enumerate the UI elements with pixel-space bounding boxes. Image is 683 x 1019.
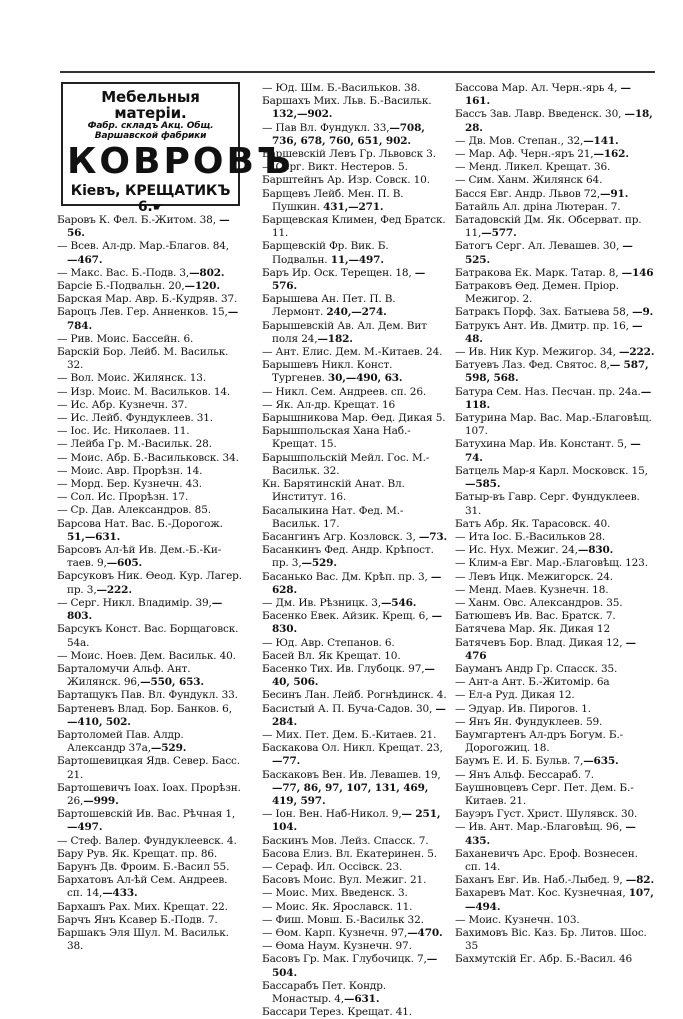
directory-entry: Барщевъ Лейб. Мен. П. В. Пушкин. 431,—271. xyxy=(262,187,404,213)
directory-entry: Бауэръ Густ. Христ. Шулявск. 30. xyxy=(455,808,638,821)
column-1 xyxy=(57,82,294,953)
directory-entry: Барсова Нат. Вас. Б.-Дорогож. 51,—631. xyxy=(57,517,223,543)
directory-entry: — Клим-а Евг. Мар.-Благовѣщ. 123. xyxy=(455,557,648,570)
directory-entry: Барышева Ан. Пет. П. В. Лермонт. 240,—274. xyxy=(262,293,396,319)
directory-entry: — Ив. Ант. Мар.-Благовѣщ. 96, —435. xyxy=(455,821,636,847)
directory-entry: — Ханм. Овс. Александров. 35. xyxy=(455,596,623,609)
directory-entry: — Сол. Ис. Прорѣзн. 17. xyxy=(57,491,189,504)
directory-entry: Барсукъ Конст. Вас. Борщаговск. 54а. xyxy=(57,623,239,649)
advert-line-1: Мебельныя матеріи. xyxy=(101,88,200,122)
directory-entry: Баскаковъ Вен. Ив. Левашев. 19, —77, 86, 97, 107, 131, 469, 419, 597. xyxy=(262,768,441,807)
directory-entry: Барышевъ Никл. Конст. Тургенев. 30,—490, 63. xyxy=(262,359,403,385)
directory-entry: Барышникова Мар. Ѳед. Дикая 5. xyxy=(262,412,446,425)
directory-entry: Басей Вл. Як Крещат. 10. xyxy=(262,649,401,662)
advert-line-2: Фабр. складъ Акц. Общ. xyxy=(87,121,214,131)
directory-entry: — Мар. Аф. Черн.-яръ 21,—162. xyxy=(455,148,629,161)
directory-entry: Барышпольскій Мейл. Гос. М.-Васильк. 32. xyxy=(262,451,430,477)
advert-company-name: КОВРОВЪ xyxy=(67,141,294,182)
directory-entry: Бархашъ Рах. Мих. Крещат. 22. xyxy=(57,900,228,913)
directory-entry: — Рив. Моис. Бассейн. 6. xyxy=(57,332,194,345)
entries-list xyxy=(262,82,447,1019)
directory-entry: — Менд. Ликел. Крещат. 36. xyxy=(455,161,611,174)
directory-entry: — Левъ Ицк. Межигорск. 24. xyxy=(455,570,613,583)
directory-entry: Барунъ Дв. Фроим. Б.-Васил 55. xyxy=(57,860,230,873)
directory-entry: Барышпольская Хана Наб.-Крещат. 15. xyxy=(262,425,411,451)
directory-entry: Барштейнъ Ар. Изр. Совск. 10. xyxy=(262,174,430,187)
directory-entry: Батячева Мар. Як. Дикая 12 xyxy=(455,623,610,636)
directory-entry: Бартащукъ Пав. Вл. Фундукл. 33. xyxy=(57,689,238,702)
directory-entry: — Ср. Дав. Александров. 85. xyxy=(57,504,211,517)
directory-entry: Басанкинъ Фед. Андр. Крѣпост. пр. 3,—529. xyxy=(262,544,434,570)
directory-entry: — Дв. Мов. Степан., 32,—141. xyxy=(455,134,619,147)
directory-entry: — Моис. Абр. Б.-Васильковск. 34. xyxy=(57,451,239,464)
directory-entry: Бартошевицкая Ядв. Север. Басс. 21. xyxy=(57,755,240,781)
directory-entry: — Моис. Мих. Введенск. 3. xyxy=(262,887,408,900)
directory-entry: — Сераф. Ил. Оссівск. 23. xyxy=(262,860,403,873)
directory-entry: — Стеф. Валер. Фундуклеевск. 4. xyxy=(57,834,237,847)
directory-entry: Батура Сем. Наз. Песчан. пр. 24а.—118. xyxy=(455,385,652,411)
directory-entry: Барсовъ Ал-ѣй Ив. Дем.-Б.-Ки-таев. 9,—605. xyxy=(57,544,222,570)
directory-entry: Батуевъ Лаз. Фед. Святос. 8,— 587, 598, 568. xyxy=(455,359,649,385)
directory-entry: Бесинъ Лан. Лейб. Рогнѣдинск. 4. xyxy=(262,689,447,702)
directory-entry: Барталомучи Альф. Ант. Жилянск. 96,—550, 653. xyxy=(57,662,204,689)
directory-entry: — Ис. Нух. Межиг. 24,—830. xyxy=(455,544,614,557)
directory-entry: — Ант-а Ант. Б.-Житомір. 6а xyxy=(455,676,610,689)
directory-entry: Барышевскій Ав. Ал. Дем. Вит поля 24,—182. xyxy=(262,319,427,345)
directory-entry: Басенко Евек. Айзик. Крещ. 6, —830. xyxy=(262,610,442,636)
directory-entry: Баршахъ Мих. Льв. Б.-Васильк. 132,—902. xyxy=(262,95,432,121)
directory-entry: — Янъ Альф. Бессараб. 7. xyxy=(455,768,594,781)
directory-entry: — Эдуар. Ив. Пирогов. 1. xyxy=(455,702,591,715)
directory-entry: Барчъ Янъ Ксавер Б.-Подв. 7. xyxy=(57,913,218,926)
directory-entry: — Пав Вл. Фундукл. 33,—708, 736, 678, 760, 651, 902. xyxy=(262,121,425,147)
directory-entry: — Вол. Моис. Жилянск. 13. xyxy=(57,372,207,385)
directory-entry: — Янъ Ян. Фундуклеев. 59. xyxy=(455,715,603,728)
directory-entry: Батайль Ал. дріна Лютеран. 7. xyxy=(455,200,621,213)
directory-entry: — Лейба Гр. М.-Васильк. 28. xyxy=(57,438,212,451)
entries-list xyxy=(455,82,655,967)
directory-entry: — Як. Ал-др. Крещат. 16 xyxy=(262,398,396,411)
directory-entry: Бартошевскій Ив. Вас. Рѣчная 1,—497. xyxy=(57,808,236,834)
directory-entry: Батурина Мар. Вас. Мар.-Благовѣщ. 107. xyxy=(455,412,652,438)
directory-entry: Баршакъ Эля Шул. М. Васильк. 38. xyxy=(57,926,229,953)
directory-entry: Батадовскій Дм. Як. Обсерват. пр. 11,—577. xyxy=(455,214,642,240)
directory-entry: Бауманъ Андр Гр. Спасск. 35. xyxy=(455,662,618,675)
directory-entry: Басангинъ Агр. Козловск. 3, —73. xyxy=(262,530,448,543)
directory-entry: — Моис. Як. Ярославск. 11. xyxy=(262,900,413,913)
directory-entry: Батячевъ Бор. Влад. Дикая 12, —476 xyxy=(455,636,636,662)
advertisement-box xyxy=(61,82,294,215)
directory-entry: Батрукъ Ант. Ив. Дмитр. пр. 16, —48. xyxy=(455,319,643,345)
directory-entry: Баушновцевъ Серг. Пет. Дем. Б.-Китаев. 21. xyxy=(455,781,634,807)
directory-entry: Басся Евг. Андр. Львов 72,—91. xyxy=(455,187,629,200)
directory-entry: Баумъ Е. И. Б. Бульв. 7,—635. xyxy=(455,755,619,768)
directory-entry: Баршевскій Левъ Гр. Львовск 3. xyxy=(262,148,436,161)
directory-entry: — Менд. Маев. Кузнечн. 18. xyxy=(455,583,609,596)
directory-entry: Барщевская Климен, Фед Братск. 11. xyxy=(262,214,446,240)
directory-entry: Барсуковъ Ник. Ѳеод. Кур. Лагер. пр. 3,—222. xyxy=(57,570,242,596)
directory-entry: — Ант. Елис. Дем. М.-Китаев. 24. xyxy=(262,346,443,359)
directory-entry: — Моис. Ноев. Дем. Васильк. 40. xyxy=(57,649,236,662)
directory-entry: — Ита Іос. Б.-Васильков 28. xyxy=(455,530,606,543)
directory-entry: — Никл. Сем. Андреев. сп. 26. xyxy=(262,385,427,398)
directory-entry: Басовъ Гр. Мак. Глубочицк. 7,— 504. xyxy=(262,953,438,979)
directory-entry: — Ис. Лейб. Фундуклеев. 31. xyxy=(57,412,213,425)
top-rule xyxy=(60,71,655,73)
directory-entry: Кн. Барятинскій Анат. Вл. Институт. 16. xyxy=(262,478,405,504)
directory-entry: Басалыкина Нат. Фед. М.-Васильк. 17. xyxy=(262,504,404,530)
directory-entry: Баумгартенъ Ал-дръ Богум. Б.-Дорогожиц. 18. xyxy=(455,728,624,755)
directory-entry: — Іон. Вен. Наб-Никол. 9,— 251, 104. xyxy=(262,808,441,834)
directory-entry: — Мих. Пет. Дем. Б.-Китаев. 21. xyxy=(262,728,437,741)
directory-entry: Бассарабъ Пет. Кондр. Монастыр. 4,—631. xyxy=(262,979,386,1006)
directory-entry: Барсіе Б.-Подвальн. 20,—120. xyxy=(57,280,220,293)
directory-entry: — Ив. Ник Кур. Межигор. 34, —222. xyxy=(455,346,655,359)
directory-entry: — Ѳома Наум. Кузнечн. 97. xyxy=(262,940,412,953)
entries-list xyxy=(57,214,242,953)
directory-entry: — Ѳом. Карп. Кузнечн. 97,—470. xyxy=(262,927,443,939)
directory-entry: Батракова Ек. Марк. Татар. 8, —146 xyxy=(455,266,654,279)
directory-entry: — Сим. Ханм. Жилянск 64. xyxy=(455,174,603,187)
column-2 xyxy=(262,82,447,1019)
directory-entry: — Серг. Никл. Владимір. 39,—803. xyxy=(57,596,223,623)
column-3 xyxy=(455,82,655,967)
directory-entry: Бассари Терез. Крещат. 41. xyxy=(262,1006,412,1019)
directory-entry: Бароцъ Лев. Гер. Анненков. 15,—784. xyxy=(57,306,239,332)
directory-entry: Батюшевъ Ив. Вас. Братск. 7. xyxy=(455,610,616,623)
directory-entry: Батракъ Порф. Зах. Батыева 58, —9. xyxy=(455,306,654,319)
directory-entry: Батогъ Серг. Ал. Левашев. 30, —525. xyxy=(455,240,633,266)
directory-entry: Басенко Тих. Ив. Глубоцк. 97,—40, 506. xyxy=(262,662,435,689)
directory-entry: — Моис. Кузнечн. 103. xyxy=(455,913,580,926)
directory-entry: — Фиш. Мовш. Б.-Васильк 32. xyxy=(262,913,424,926)
directory-entry: Батъ Абр. Як. Тарасовск. 40. xyxy=(455,517,611,530)
directory-entry: Батыр-въ Гавр. Серг. Фундуклеев. 31. xyxy=(455,491,640,517)
directory-entry: Барская Мар. Авр. Б.-Кудряв. 37. xyxy=(57,293,238,306)
directory-entry: Батухина Мар. Ив. Констант. 5, —74. xyxy=(455,438,641,464)
directory-entry: Бассова Мар. Ал. Черн.-ярь 4, —161. xyxy=(455,82,631,108)
directory-entry: Баханъ Евг. Ив. Наб.-Лыбед. 9, —82. xyxy=(455,874,654,887)
directory-entry: Бару Рув. Як. Крещат. пр. 86. xyxy=(57,847,218,860)
hand-dingbat-icon: ☛ xyxy=(152,200,164,214)
directory-entry: Басистый А. П. Буча-Садов. 30, —284. xyxy=(262,702,446,728)
directory-entry: Баскакова Ол. Никл. Крещат. 23, —77. xyxy=(262,742,443,768)
directory-entry: Баскинъ Мов. Лейз. Спасск. 7. xyxy=(262,834,429,847)
directory-entry: Баровъ К. Фел. Б.-Житом. 38, —56. xyxy=(57,214,230,240)
directory-entry: Бассъ Зав. Лавр. Введенск. 30, —18, 28. xyxy=(455,108,653,134)
directory-entry: Бахаревъ Мат. Кос. Кузнечная, 107,—494. xyxy=(455,887,654,913)
directory-entry: — Іос. Ис. Николаев. 11. xyxy=(57,425,190,438)
directory-entry: — Серг. Викт. Нестеров. 5. xyxy=(262,161,408,174)
directory-entry: Бахмутскій Ег. Абр. Б.-Васил. 46 xyxy=(455,953,633,966)
directory-entry: Барщевскій Фр. Вик. Б. Подвальн. 11,—497. xyxy=(262,240,389,266)
directory-entry: — Юд. Авр. Степанов. 6. xyxy=(262,636,395,649)
directory-entry: — Изр. Моис. М. Васильков. 14. xyxy=(57,385,231,398)
directory-entry: Батраковъ Ѳед. Демен. Пріор. Межигор. 2. xyxy=(455,280,619,306)
directory-entry: Бартеневъ Влад. Бор. Банков. 6, —410, 502. xyxy=(57,702,232,728)
directory-entry: Баханевичъ Арс. Ероф. Вознесен. сп. 14. xyxy=(455,847,638,873)
directory-entry: — Всев. Ал-др. Мар.-Благов. 84, —467. xyxy=(57,240,229,266)
directory-entry: Бархатовъ Ал-ѣй Сем. Андреев. сп. 14,—433. xyxy=(57,874,228,900)
directory-entry: — Морд. Бер. Кузнечн. 43. xyxy=(57,478,202,491)
directory-entry: Бартоломей Пав. Алдр. Александр 37а,—529. xyxy=(57,728,187,755)
directory-entry: Бартошевичъ Іоах. Іоах. Прорѣзн. 26,—999. xyxy=(57,781,241,807)
directory-entry: — Макс. Вас. Б.-Подв. 3,—802. xyxy=(57,266,225,279)
directory-entry: Басовъ Моис. Вул. Межиг. 21. xyxy=(262,874,427,887)
directory-entry: — Моис. Авр. Прорѣзн. 14. xyxy=(57,464,203,477)
directory-entry: — Ел-а Руд. Дикая 12. xyxy=(455,689,575,702)
directory-entry: Батцель Мар-я Карл. Московск. 15,—585. xyxy=(455,464,648,491)
directory-entry: Барскій Бор. Лейб. М. Васильк. 32. xyxy=(57,346,229,372)
directory-entry: — Дм. Ив. Рѣзницк. 3,—546. xyxy=(262,596,417,609)
directory-entry: Басова Елиз. Вл. Екатеринен. 5. xyxy=(262,847,437,860)
directory-entry: Баръ Ир. Оск. Терещен. 18, —576. xyxy=(262,266,426,293)
directory-entry: — Ис. Абр. Кузнечн. 37. xyxy=(57,398,188,411)
directory-entry: — Юд. Шм. Б.-Васильков. 38. xyxy=(262,82,421,94)
directory-entry: Бахимовъ Віс. Каз. Бр. Литов. Шос. 35 xyxy=(455,927,647,953)
advert-line-3: Варшавской фабрики xyxy=(94,131,207,141)
directory-entry: Басанько Вас. Дм. Крѣп. пр. 3, —628. xyxy=(262,570,442,596)
advert-address: Кіевъ, КРЕЩАТИКЪ 6.☛ xyxy=(70,183,231,215)
